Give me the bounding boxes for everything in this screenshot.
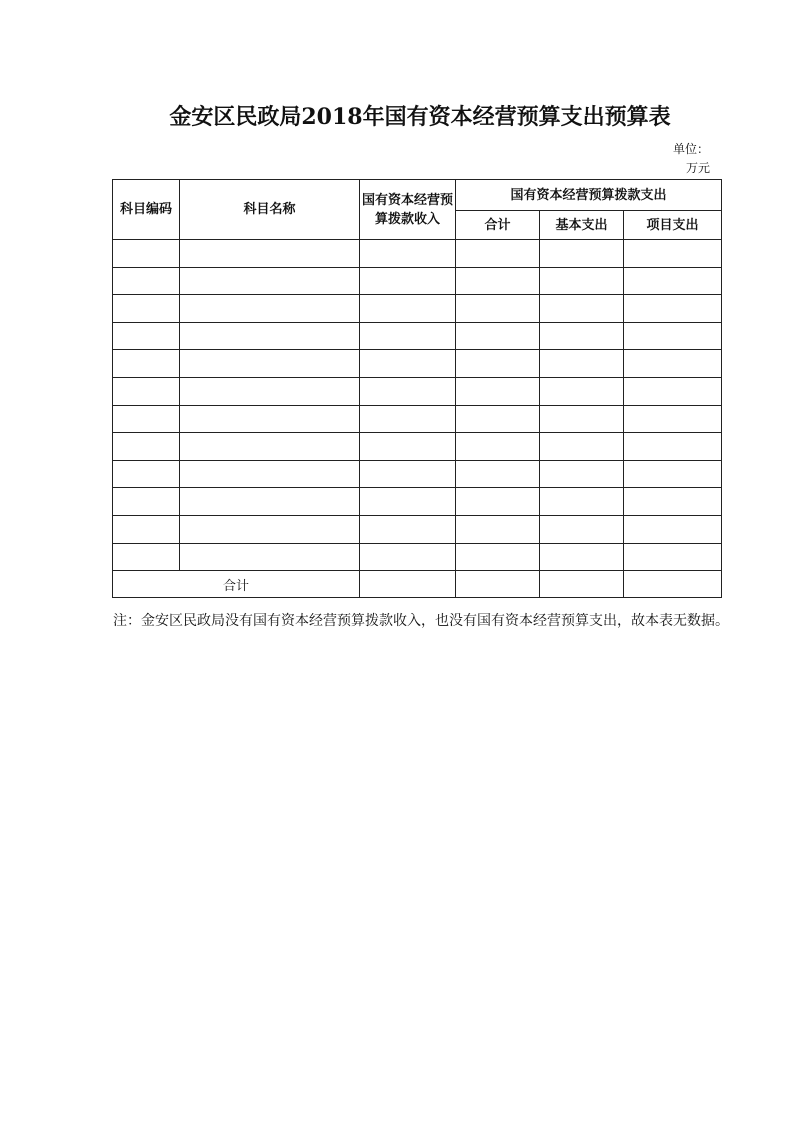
table-cell — [540, 267, 624, 295]
header-expense-group: 国有资本经营预算拨款支出 — [456, 180, 722, 211]
table-cell — [540, 543, 624, 571]
table-cell — [180, 460, 360, 488]
table-cell — [624, 543, 722, 571]
table-row — [113, 405, 722, 433]
total-cell-basic — [540, 571, 624, 598]
table-cell — [540, 377, 624, 405]
table-cell — [624, 295, 722, 323]
table-cell — [113, 433, 180, 461]
table-cell — [540, 405, 624, 433]
table-cell — [180, 377, 360, 405]
table-row — [113, 240, 722, 268]
table-cell — [456, 322, 540, 350]
table-cell — [113, 488, 180, 516]
table-cell — [113, 295, 180, 323]
header-total: 合计 — [456, 211, 540, 240]
table-cell — [180, 543, 360, 571]
table-row — [113, 377, 722, 405]
table-cell — [540, 433, 624, 461]
table-cell — [360, 460, 456, 488]
table-cell — [360, 543, 456, 571]
page-title: 金安区民政局2018年国有资本经营预算支出预算表 — [169, 104, 671, 130]
table-cell — [360, 377, 456, 405]
table-cell — [624, 350, 722, 378]
table-cell — [624, 515, 722, 543]
table-row — [113, 515, 722, 543]
header-basic: 基本支出 — [540, 211, 624, 240]
table-cell — [360, 267, 456, 295]
total-cell-total — [456, 571, 540, 598]
table-cell — [540, 322, 624, 350]
table-cell — [456, 350, 540, 378]
table-cell — [360, 295, 456, 323]
table-cell — [624, 322, 722, 350]
table-cell — [180, 515, 360, 543]
footnote: 注：金安区民政局没有国有资本经营预算拨款收入，也没有国有资本经营预算支出，故本表无数据。 — [113, 613, 729, 629]
table-cell — [113, 460, 180, 488]
table-row — [113, 267, 722, 295]
total-cell-income — [360, 571, 456, 598]
table-cell — [540, 515, 624, 543]
table-cell — [456, 433, 540, 461]
table-cell — [540, 488, 624, 516]
table-cell — [113, 267, 180, 295]
table-cell — [624, 488, 722, 516]
table-cell — [113, 240, 180, 268]
table-row — [113, 543, 722, 571]
table-cell — [180, 322, 360, 350]
table-cell — [456, 240, 540, 268]
budget-table — [112, 179, 722, 598]
table-row — [113, 460, 722, 488]
table-cell — [360, 350, 456, 378]
table-cell — [540, 350, 624, 378]
unit-value: 万元 — [686, 161, 711, 175]
table-cell — [624, 433, 722, 461]
table-body — [113, 240, 722, 598]
table-cell — [456, 267, 540, 295]
table-cell — [540, 240, 624, 268]
table-row — [113, 295, 722, 323]
table-cell — [180, 433, 360, 461]
table-cell — [456, 543, 540, 571]
table-cell — [360, 405, 456, 433]
table-cell — [180, 405, 360, 433]
table-cell — [456, 460, 540, 488]
table-row — [113, 350, 722, 378]
header-project: 项目支出 — [624, 211, 722, 240]
header-name: 科目名称 — [180, 180, 360, 240]
table-cell — [360, 515, 456, 543]
table-cell — [360, 488, 456, 516]
table-cell — [180, 295, 360, 323]
table-cell — [113, 405, 180, 433]
table-cell — [180, 240, 360, 268]
table-cell — [456, 405, 540, 433]
table-cell — [624, 267, 722, 295]
unit-label: 单位： — [673, 142, 710, 156]
table-cell — [113, 322, 180, 350]
total-row — [113, 571, 722, 598]
table-cell — [113, 350, 180, 378]
table-cell — [624, 460, 722, 488]
table-cell — [180, 350, 360, 378]
table-cell — [624, 377, 722, 405]
table-cell — [540, 460, 624, 488]
table-cell — [540, 295, 624, 323]
table-cell — [113, 543, 180, 571]
table-cell — [360, 433, 456, 461]
table-cell — [624, 240, 722, 268]
total-label: 合计 — [113, 571, 360, 598]
table-cell — [456, 295, 540, 323]
table-row — [113, 433, 722, 461]
table-cell — [180, 488, 360, 516]
table-cell — [360, 240, 456, 268]
header-code: 科目编码 — [113, 180, 180, 240]
table-cell — [360, 322, 456, 350]
table-row — [113, 322, 722, 350]
table-cell — [624, 405, 722, 433]
table-cell — [113, 515, 180, 543]
table-cell — [180, 267, 360, 295]
header-income: 国有资本经营预算拨款收入 — [360, 180, 456, 240]
table-cell — [456, 377, 540, 405]
table-cell — [456, 515, 540, 543]
table-cell — [113, 377, 180, 405]
table-row — [113, 488, 722, 516]
total-cell-project — [624, 571, 722, 598]
table-cell — [456, 488, 540, 516]
